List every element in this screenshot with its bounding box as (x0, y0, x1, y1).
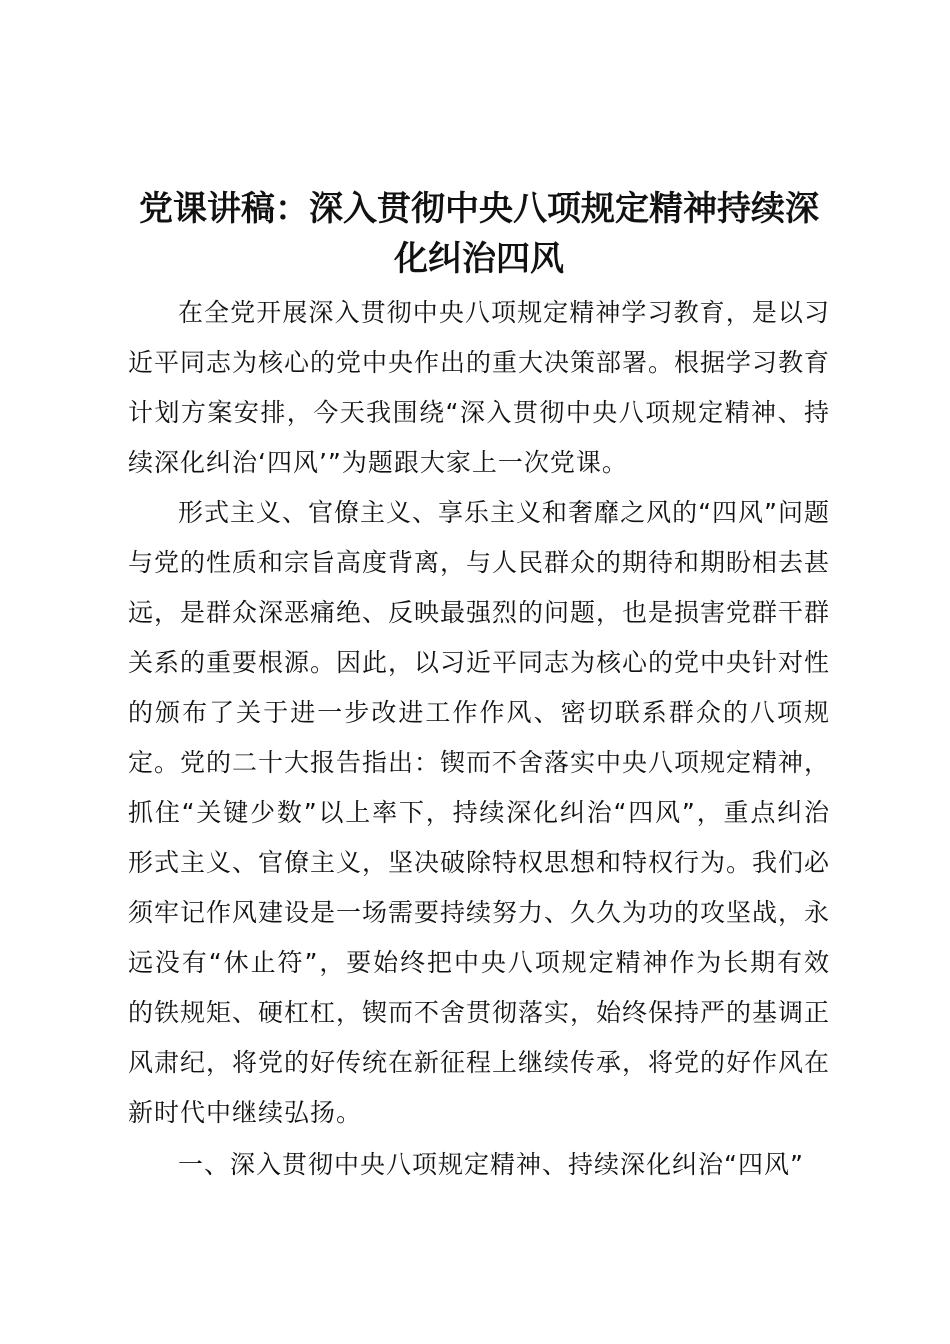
document-page (128, 184, 830, 1190)
section-heading: 一、深入贯彻中央八项规定精神、持续深化纠治“四风” (178, 1150, 804, 1179)
document-title: 党课讲稿：深入贯彻中央八项规定精神持续深化纠治四风 (139, 189, 819, 279)
paragraph-intro: 在全党开展深入贯彻中央八项规定精神学习教育，是以习近平同志为核心的党中央作出的重大决策部署。根据学习教育计划方案安排，今天我围绕“深入贯彻中央八项规定精神、持续深化纠治‘四风’”为题跟大家上一次党课。 (128, 298, 831, 477)
paragraph-four-winds: 形式主义、官僚主义、享乐主义和奢靡之风的“四风”问题与党的性质和宗旨高度背离，与人民群众的期待和期盼相去甚远，是群众深恶痛绝、反映最强烈的问题，也是损害党群干群关系的重要根源。因此，以习近平同志为核心的党中央针对性的颁布了关于进一步改进工作作风、密切联系群众的八项规定。党的二十大报告指出：锲而不舍落实中央八项规定精神，抓住“关键少数”以上率下，持续深化纠治“四风”，重点纠治形式主义、官僚主义，坚决破除特权思想和特权行为。我们必须牢记作风建设是一场需要持续努力、久久为功的攻坚战，永远没有“休止符”，要始终把中央八项规定精神作为长期有效的铁规矩、硬杠杠，锲而不舍贯彻落实，始终保持严的基调正风肃纪，将党的好传统在新征程上继续传承，将党的好作风在新时代中继续弘扬。 (128, 498, 831, 1127)
